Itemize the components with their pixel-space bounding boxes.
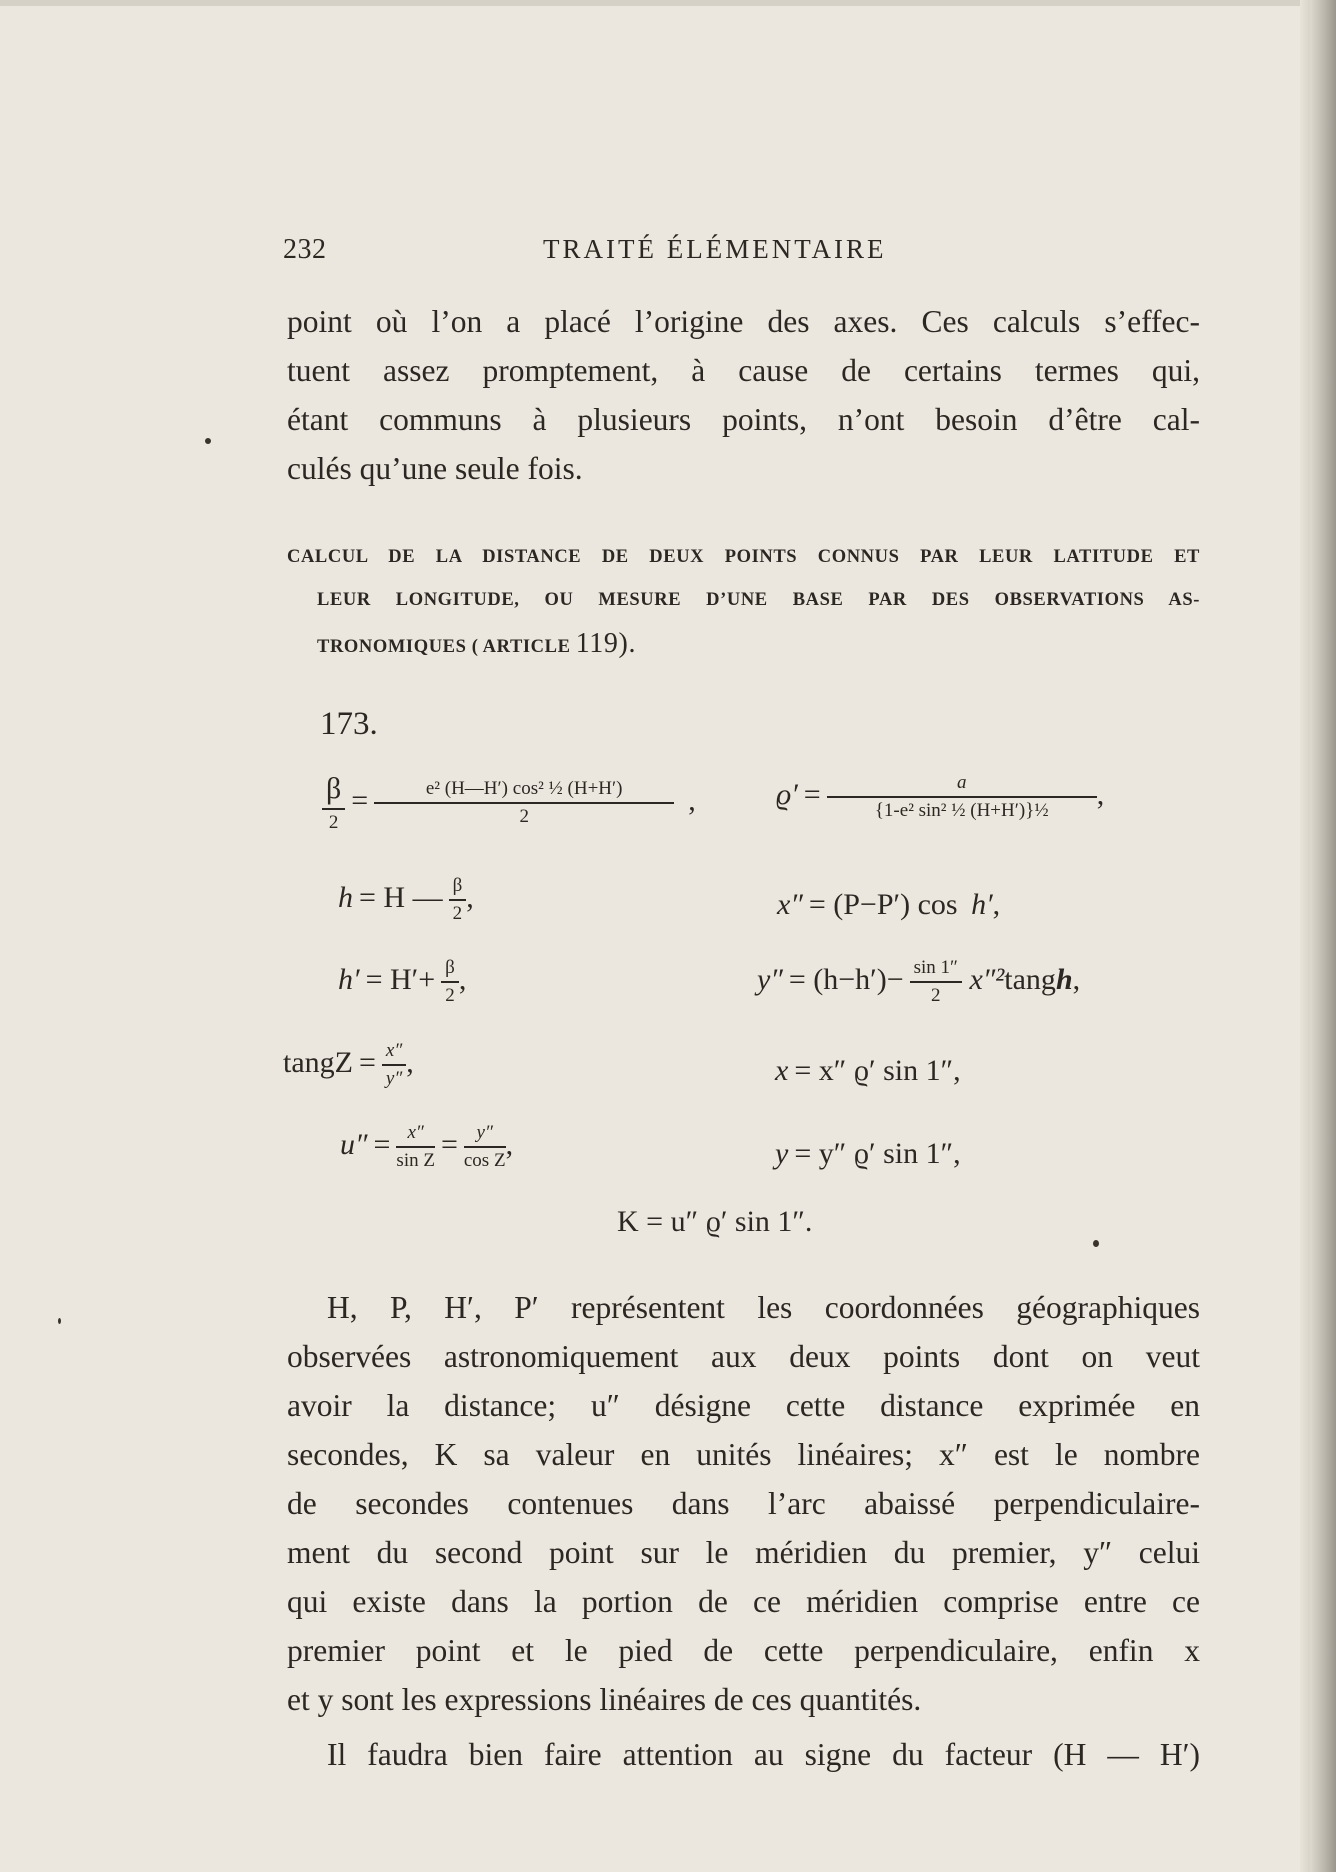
equals: = [351,783,369,817]
fraction [374,778,674,828]
running-title: TRAITÉ ÉLÉMENTAIRE [543,234,887,264]
lhs: h [338,880,353,914]
numerator: x″ [382,1040,406,1066]
formula-tangz [283,1040,414,1090]
formula-rho [776,772,1104,822]
numerator: e² (H—H′) cos² ½ (H+H′) [374,778,674,804]
formula-y2 [757,957,1080,1007]
numerator: β [449,875,467,901]
heading-line [287,622,1200,665]
rhs: = (P−P′) cos [808,888,958,921]
rhs: = H′+ [365,962,436,996]
numerator: y″ [464,1122,506,1148]
paper-speck [1093,1240,1099,1247]
numerator: β [441,957,459,983]
text-line: secondes, K sa valeur en unités linéaires; x″ est le nombre [287,1437,1200,1472]
text-line: culés qu’une seule fois. [287,451,583,486]
lhs: ϱ′ [776,777,798,811]
text-line: observées astronomiquement aux deux points dont on veut [287,1339,1200,1374]
fraction [382,1040,406,1090]
article-number: 119 [575,628,619,659]
section-number: 173. [320,706,378,742]
denominator: 2 [445,985,455,1006]
comma: , [688,783,696,817]
denominator: cos Z [463,1150,506,1171]
lhs: x [775,1054,789,1087]
text-line: avoir la distance; u″ désigne cette distance exprimée en [287,1388,1200,1423]
paragraph-2 [287,1283,1200,1724]
text-line: ment du second point sur le méridien du premier, y″ celui [287,1535,1200,1570]
page-top-edge [0,0,1336,6]
text-line: tuent assez promptement, à cause de certains termes qui, [287,353,1200,388]
var-h: h [1055,962,1073,996]
denominator: 2 [452,903,463,924]
formula-u2 [340,1122,513,1172]
text-line: qui existe dans la portion de ce méridien comprise entre ce [287,1584,1200,1619]
formula-x2 [777,888,1000,922]
page-right-shadow [1300,0,1310,1872]
formula-h-prime [338,957,466,1007]
paper-speck [205,438,211,444]
section-heading [287,536,1200,665]
text-line: étant communs à plusieurs points, n’ont besoin d’être cal- [287,402,1200,437]
rhs: = x″ ϱ′ sin 1″, [794,1054,961,1087]
comma: , [1096,777,1105,811]
var-h-prime: h′ [971,888,993,921]
heading-line: LEUR LONGITUDE, OU MESURE D’UNE BASE PAR DES OBSERVATIONS AS- [317,590,1200,610]
numerator: sin 1″ [910,957,962,983]
paper-speck [58,1318,61,1324]
fraction [396,1122,435,1172]
text-line: point où l’on a placé l’origine des axes. Ces calculs s’effec- [287,304,1200,339]
text-line: Il faudra bien faire attention au signe du facteur (H — H′) [327,1737,1200,1772]
var-x2-squared: x″² [969,962,1005,996]
comma: , [992,888,1001,921]
formula-h [338,875,474,925]
comma: , [466,880,474,914]
page-number: 232 [283,234,327,265]
denominator: sin Z [396,1150,435,1171]
heading-line: CALCUL DE LA DISTANCE DE DEUX POINTS CONNUS PAR LEUR LATITUDE ET [287,547,1200,567]
denominator: 2 [328,812,339,833]
denominator: {1-e² sin² ½ (H+H′)}½ [874,800,1049,821]
comma: , [458,962,467,996]
lhs: u″ [340,1127,368,1161]
lhs: x″ [777,888,803,921]
heading-text: TRONOMIQUES ( ARTICLE [317,637,571,657]
comma: , [505,1127,514,1161]
comma: , [1072,962,1081,996]
rhs: = H — [359,880,443,914]
fraction [827,772,1097,822]
lhs: y [775,1137,789,1170]
tang: tang [1004,962,1056,996]
numerator: β [322,772,345,810]
fraction [441,957,459,1007]
equals: = [803,777,821,811]
numerator: a [827,772,1097,798]
paragraph-1 [287,297,1200,493]
fraction [322,772,345,834]
text-line: et y sont les expressions linéaires de ces quantités. [287,1682,922,1717]
equals: = [358,1045,376,1079]
formula-y [775,1137,967,1171]
lhs: tangZ [283,1045,353,1079]
numerator: x″ [396,1122,435,1148]
page-binding-edge [1310,0,1336,1872]
text-line: H, P, H′, P′ représentent les coordonnées géographiques [327,1290,1200,1325]
formula-beta [322,772,696,834]
comma: , [406,1045,414,1079]
fraction [910,957,962,1007]
heading-end: ). [618,628,637,659]
fraction [464,1122,506,1172]
formula-x [775,1054,967,1088]
equals: = [440,1127,458,1161]
formula-k: K = u″ ϱ′ sin 1″. [617,1205,813,1238]
equals: = [373,1127,391,1161]
rhs: = (h−h′)− [788,962,904,996]
denominator: 2 [931,985,941,1006]
lhs: h′ [338,962,360,996]
denominator: 2 [519,806,529,827]
text-line: de secondes contenues dans l’arc abaissé perpendiculaire- [287,1486,1200,1521]
paragraph-3 [287,1730,1200,1779]
lhs: y″ [757,962,783,996]
fraction [449,875,467,925]
text-line: premier point et le pied de cette perpendiculaire, enfin x [287,1633,1200,1668]
rhs: = y″ ϱ′ sin 1″, [794,1137,961,1170]
denominator: y″ [385,1068,403,1089]
